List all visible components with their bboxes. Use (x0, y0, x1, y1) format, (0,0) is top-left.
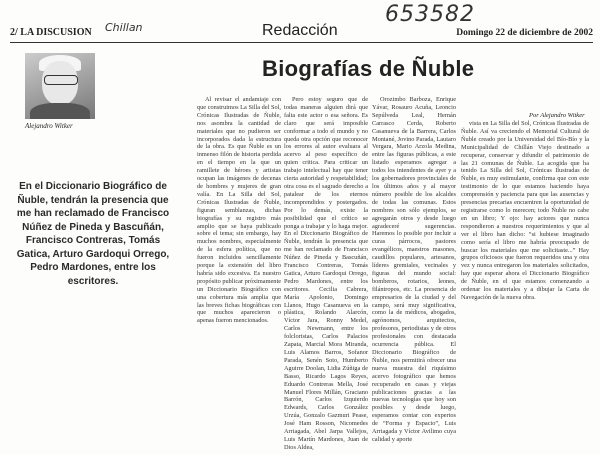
handwritten-city: Chillan (105, 21, 143, 34)
article-author: Por Alejandro Witker (529, 112, 585, 119)
photo-caption: Alejandro Witker (25, 122, 73, 130)
article-column-3: Orozimbo Barboza, Enrique Yávar, Rosauro Acuña, Leoncio Sepúlveda Leal, Hernán Carrasco Cerda, Roberto Casanueva de la Barrera, Carlos Montané, Jovino Parada, Lautaro Vergara, Mario Arzola Medina, entre las figuras públicas, a este listado esperamos agregar a todos los intendentes de ayer y a los gobernadores provinciales de los últimos años y al mayor número posible de los alcaldes de todas las comunas. Estos nombres son sólo ejemplos, se agregarán otros y desde luego agradeceré sugerencias. Haremos lo posible por incluir a curas párrocos, pastores evangélicos, maestros masones, caudillos populares, artesanos, líderes gremiales, vecinales y figuras del mundo social: bomberos, rotarios, leones, filántropos, etc. La presencia de empresarios de la ciudad y del campo, será muy significativa, como la de médicos, abogados, agrónomos, arquitectos, profesores, periodistas y de otros profesionales con destacada ocurrencia pública. El Diccionario Biográfico de Ñuble, nos permitirá ofrecer una nueva muestra del riquísimo acervo fotográfico que hemos recuperado en casas y viejas publicaciones gracias a las nuevas tecnologías que hoy son posibles y desde luego, esperamos contar con expertos de “Forma y Espacio”, Luis Arriagada y Víctor Avilimo cuya calidad y aporte (372, 96, 456, 443)
article-column-4: vista en La Silla del Sol, Crónicas Ilustradas de Ñuble. Así va creciendo el Memorial Cultural de Ñuble creado por la Universidad del Bío-Bío y la Municipalidad de Chillán Viejo destinado a recuperar, conservar y difundir el patrimonio de las 21 comunas de Ñuble. La acogida que ha tenido La Silla del Sol, Crónicas Ilustradas de Ñuble, es muy estimulante, confirma que con este testimonio de lo que estamos haciendo haya comprensión y paciencia para que las ausencias y presencias precarias encuentren la oportunidad de registrarse como lo merecen; todo Ñuble no cabe en un libro; Y ojo: hay actores que nunca respondieron a nuestros requerimientos y que al ver el libro han dicho: “si hubiese imaginado como sería el libro me habría preocupado de buscar los materiales que me solicitaste...” Hay grupos oficiosos que fueron requeridos una y otra vez y nunca entregaron los materiales solicitados, hay que esperar ahora el Diccionario Biográfico de Ñuble, en el que estamos comenzando a ordenar los materiales y a dibujar la Carta de Navegación de la nueva obra. (461, 120, 589, 301)
article-title: Biografías de Ñuble (262, 56, 475, 81)
page-header (10, 24, 593, 43)
newspaper-name: 2/ LA DISCUSION (10, 27, 92, 38)
article-column-1: Al revisar el andamiaje con que construimos La Silla del Sol, Crónicas Ilustradas de Ñuble, nos asombra la cantidad de materiales que no pudieron ser incorporados dada la estructura de la obra. Es que Ñuble es un inmenso filón de historia perdida en el tiempo en la que un ramillete de héroes y artistas ocupan las imágenes de decenas de hombres y mujeres de gran valía. En La Silla del Sol, Crónicas Ilustradas de Ñuble, figuran semblanzas, dichas biografías y su registro más amplio que se haya publicado sobre el tema; sin embargo, hay muchos nombres, especialmente de la esfera política, que no fueron incluidos sencillamente porque la extensión del libro habría sido excesiva. Es nuestro propósito publicar próximamente un Diccionario Biográfico con una cobertura más amplia que las breves fichas biográficas con que muchos aparecieron o apenas fueron mencionados. (197, 96, 281, 325)
publication-date: Domingo 22 de diciembre de 2002 (456, 28, 593, 38)
pull-quote: En el Diccionario Biográfico de Ñuble, tendrán la presencia que me han reclamado de Francisco Núñez de Pineda y Bascuñán, Francisco Contreras, Tomás Gatica, Arturo Gardoqui Orrego, Pedro Mardones, entre los escritores. (16, 181, 170, 287)
author-photo (25, 53, 95, 119)
handwritten-archive-number: 653582 (385, 2, 475, 27)
article-column-2: Pero estoy seguro que de todas maneras alguien dirá que falta este actor o esa señora. Es claro que será imposible conformar a todo el mundo y no queda otra opción que reconocer los errores al autor evaluara al acervo al peso específico de quien critica. Para criticar un trabajo intelectual hay que tener cierta autoridad y respetabilidad; otra cosa es el sagrado derecho a patalear de los eternos incomprendidos y postergados. Por lo demás, existe la posibilidad que el crítico se ponga a trabajar y lo haga mejor. En el Diccionario Biográfico de Ñuble, tendrán la presencia que me han reclamado de Francisco Núñez de Pineda y Bascuñán, Francisco Contreras, Tomás Gatica, Arturo Gardoqui Orrego, Pedro Mardones, entre los escritores. Cecilia Cabrera, María Apolonio, Domingo Llanos, Hugo Casanueva en la plástica, Rolando Alarcón, Víctor Jara, Ronny Medel, Carlos Newmann, entre los folcloristas, Carlos Palacios Zapata, Marcial Mora Miranda, Luis Alamos Barros, Sofanor Parada, Senén Soto, Humberto Aguirre Doolan, Lidia Zúñiga de Basso, Ricardo Lagos Reyes, Eduardo Contreras Mella, José Manuel Flores Millán, Graciano Barrón, Carlos Izquierdo Edwards, Carlos González Urzúa, Gonzalo Gazmuri Pease, José Ham Rosson, Nicomedes Arriagada, Abel Jarpa Vallejos, Luis Martín Mardones, Juan de Dios Aldea, (284, 96, 368, 450)
section-title: Redacción (262, 22, 338, 39)
